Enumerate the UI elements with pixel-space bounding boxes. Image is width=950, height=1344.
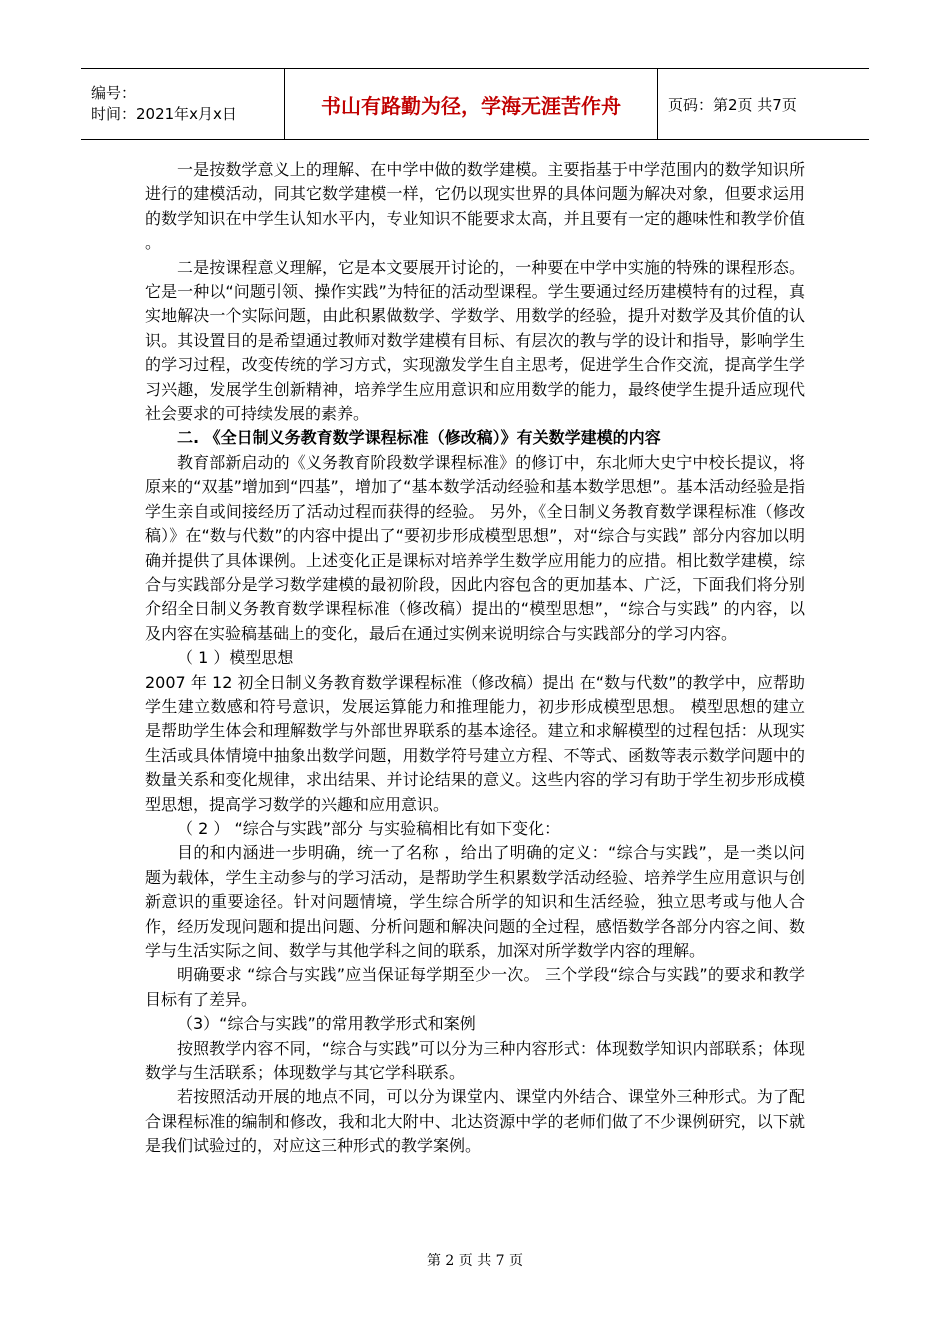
section-heading: 二. 《全日制义务教育数学课程标准（修改稿）》有关数学建模的内容 — [177, 428, 661, 448]
paragraph: 目的和内涵进一步明确，统一了名称 ，给出了明确的定义：“综合与实践”，是一类以问题为载体，学生主动参与的学习活动，是帮助学生积累数学活动经验、培养学生应用意识与创新意识的重要途径。针对问题情境，学生综合所学的知识和生活经验，独立思考或与他人合作，经历发现问题和提出问题、分析问题和解决问题的全过程，感悟数学各部分内容之间、数学与生活实际之间、数学与其他学科之间的联系，加深对所学数学内容的理解。 — [145, 843, 805, 960]
paragraph: 明确要求 “综合与实践”应当保证每学期至少一次。 三个学段“综合与实践”的要求和教学目标有了差异。 — [145, 965, 805, 1009]
paragraph: 按照教学内容不同，“综合与实践”可以分为三种内容形式：体现数学知识内部联系；体现数学与生活联系；体现数学与其它学科联系。 — [145, 1038, 805, 1083]
page-header — [81, 68, 869, 140]
paragraph: 若按照活动开展的地点不同，可以分为课堂内、课堂内外结合、课堂外三种形式。为了配合课程标准的编制和修改，我和北大附中、北达资源中学的老师们做了不少课例研究，以下就是我们试验过的，对应这三种形式的教学案例。 — [145, 1087, 805, 1156]
date-label: 时间：2021年x月x日 — [91, 105, 237, 123]
page-footer: 第 2 页 共 7 页 — [426, 1253, 524, 1269]
paragraph: 二是按课程意义理解，它是本文要展开讨论的，一种要在中学中实施的特殊的课程形态。它是一种以“问题引领、操作实践”为特征的活动型课程。学生要通过经历建模特有的过程，真实地解决一个实际问题，由此积累做数学、学数学、用数学的经验，提升对数学及其价值的认识。其设置目的是希望通过教师对数学建模有目标、有层次的教与学的设计和指导，影响学生的学习过程，改变传统的学习方式，实现激发学生自主思考，促进学生合作交流，提高学生学习兴趣，发展学生创新精神，培养学生应用意识和应用数学的能力，最终使学生提升适应现代社会要求的可持续发展的素养。 — [145, 257, 805, 424]
number-label: 编号： — [91, 84, 137, 102]
header-meta — [81, 69, 285, 139]
header-page-info: 页码：第2页 共7页 — [668, 95, 797, 114]
paragraph: 2007 年 12 初全日制义务教育数学课程标准（修改稿）提出 在“数与代数”的教学中，应帮助学生建立数感和符号意识，发展运算能力和推理能力，初步形成模型思想。 模型思想的建立是帮助学生体会和理解数学与外部世界联系的基本途径。建立和求解模型的过程包括：从现实生活或具体情境中抽象出数学问题，用数学符号建立方程、不等式、函数等表示数学问题中的数量关系和变化规律，求出结果、并讨论结果的意义。这些内容的学习有助于学生初步形成模型思想，提高学习数学的兴趣和应用意识。 — [145, 672, 805, 814]
subsection-heading: （3）“综合与实践”的常用教学形式和案例 — [177, 1014, 476, 1034]
paragraph: 教育部新启动的《义务教育阶段数学课程标准》的修订中，东北师大史宁中校长提议，将原来的“双基”增加到“四基”，增加了“基本数学活动经验和基本数学思想”。基本活动经验是指学生亲自或间接经历了活动过程而获得的经验。 另外，《全日制义务教育数学课程标准（修改稿）》在“数与代数”的内容中提出了“要初步形成模型思想”，对“综合与实践” 部分内容加以明确并提供了具体课例。上述变化正是课标对培养学生数学应用能力的应措。相比数学建模，综合与实践部分是学习数学建模的最初阶段，因此内容包含的更加基本、广泛，下面我们将分别介绍全日制义务教育数学课程标准（修改稿）提出的“模型思想”，“综合与实践” 的内容，以及内容在实验稿基础上的变化，最后在通过实例来说明综合与实践部分的学习内容。 — [145, 452, 805, 643]
paragraph: 一是按数学意义上的理解、在中学中做的数学建模。主要指基于中学范围内的数学知识所进行的建模活动，同其它数学建模一样，它仍以现实世界的具体问题为解决对象，但要求运用的数学知识在中学生认知水平内，专业知识不能要求太高，并且要有一定的趣味性和教学价值 。 — [145, 160, 805, 253]
header-motto: 书山有路勤为径，学海无涯苦作舟 — [285, 69, 658, 139]
subsection-heading: （ 2 ） “综合与实践”部分 与实验稿相比有如下变化： — [177, 818, 561, 838]
document-body — [145, 158, 805, 1159]
subsection-heading: （ 1 ）模型思想 — [177, 648, 294, 668]
